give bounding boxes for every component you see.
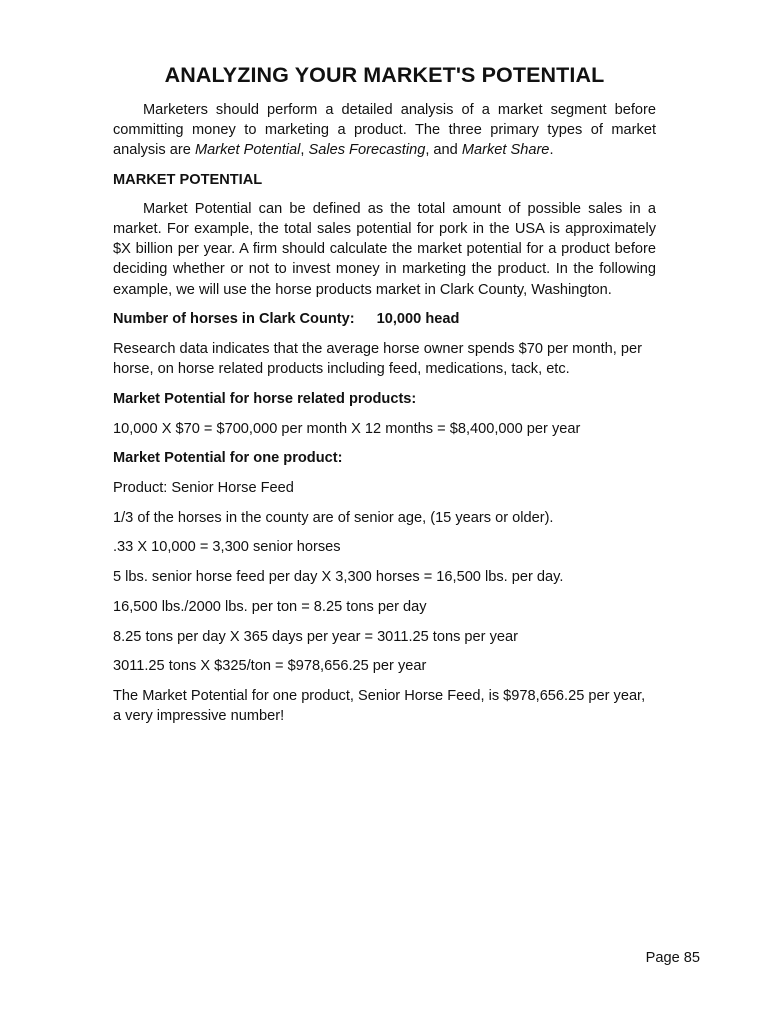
term-sales-forecasting: Sales Forecasting	[308, 142, 426, 159]
research-paragraph: Research data indicates that the average horse owner spends $70 per month, per horse, on horse related products including feed, medications, tack, etc.	[113, 341, 642, 378]
term-market-potential: Market Potential	[194, 142, 301, 159]
intro-separator: , and	[425, 142, 462, 159]
calc-related-products: 10,000 X $70 = $700,000 per month X 12 months = $8,400,000 per year	[113, 420, 581, 437]
heading-related-products: Market Potential for horse related products:	[113, 390, 417, 407]
calc-line: 8.25 tons per day X 365 days per year = 3011.25 tons per year	[113, 628, 518, 645]
intro-end: .	[549, 142, 554, 159]
heading-one-product: Market Potential for one product:	[113, 450, 343, 467]
term-market-share: Market Share	[461, 142, 550, 159]
page-title: ANALYZING YOUR MARKET'S POTENTIAL	[164, 63, 605, 87]
horses-count-line	[113, 309, 656, 329]
calc-line: 1/3 of the horses in the county are of senior age, (15 years or older).	[113, 509, 554, 526]
intro-separator: ,	[300, 142, 309, 159]
intro-text: Marketers should perform a detailed analysis of a market segment before committing money to marketing a product. The three primary types of market analysis are	[113, 102, 656, 159]
conclusion-paragraph: The Market Potential for one product, Senior Horse Feed, is $978,656.25 per year, a very impressive number!	[113, 687, 646, 725]
calc-line: .33 X 10,000 = 3,300 senior horses	[113, 539, 341, 556]
calc-line: 3011.25 tons X $325/ton = $978,656.25 per year	[113, 658, 427, 675]
calc-line: Product: Senior Horse Feed	[113, 480, 294, 497]
section-heading: MARKET POTENTIAL	[113, 171, 263, 188]
intro-paragraph	[113, 100, 656, 161]
calc-line: 16,500 lbs./2000 lbs. per ton = 8.25 tons per day	[113, 598, 427, 615]
page-number: Page 85	[645, 950, 700, 966]
document-page	[113, 60, 656, 726]
horses-count-label: Number of horses in Clark County:	[113, 311, 355, 328]
calc-line: 5 lbs. senior horse feed per day X 3,300 horses = 16,500 lbs. per day.	[113, 569, 564, 586]
horses-count-value: 10,000 head	[376, 311, 460, 328]
definition-paragraph: Market Potential can be defined as the total amount of possible sales in a market. For example, the total sales potential for pork in the USA is approximately $X billion per year. A firm should calculate the market potential for a product before deciding whether or not to invest money in marketing the product. In the following example, we will use the horse products market in Clark County, Washington.	[113, 200, 656, 298]
